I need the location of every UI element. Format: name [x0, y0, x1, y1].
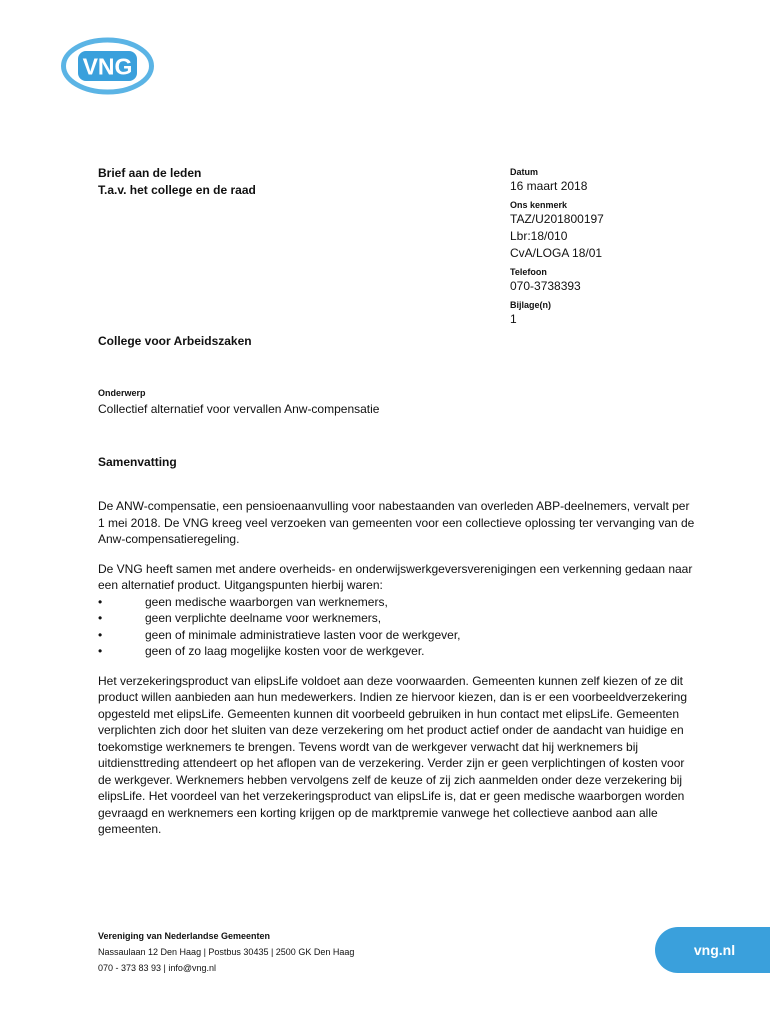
onderwerp-label: Onderwerp — [98, 388, 146, 398]
recipient-line2: T.a.v. het college en de raad — [98, 183, 256, 197]
vng-logo — [60, 37, 155, 95]
kenmerk-value: Lbr:18/010 — [510, 229, 568, 243]
list-item: • geen verplichte deelname voor werknemers, — [98, 610, 698, 627]
letter-body — [98, 498, 698, 838]
website-link[interactable]: vng.nl — [655, 927, 770, 973]
telefoon-value: 070-3738393 — [510, 279, 581, 293]
recipient-line1: Brief aan de leden — [98, 166, 202, 180]
recipient-block — [98, 165, 256, 199]
onderwerp-value: Collectief alternatief voor vervallen Anw-compensatie — [98, 402, 380, 416]
footer-org: Vereniging van Nederlandse Gemeenten — [98, 931, 271, 941]
kenmerk-label: Ons kenmerk — [510, 200, 568, 210]
letter-meta — [510, 166, 710, 328]
datum-label: Datum — [510, 167, 539, 177]
list-item: • geen of minimale administratieve lasten voor de werkgever, — [98, 627, 698, 644]
bijlage-label: Bijlage(n) — [510, 300, 552, 310]
paragraph-3: Het verzekeringsproduct van elipsLife voldoet aan deze voorwaarden. Gemeenten kunnen zelf kiezen of ze dit product willen aanbieden aan hun medewerkers. Indien ze hiervoor kiezen, dan is er een voorbeeldverzekering opgesteld met elipsLife. Gemeenten kunnen dit voorbeeld gebruiken in hun contact met elipsLife. Gemeenten verplichten zich door het sluiten van deze verzekering om het product actief onder de aandacht van huidige en toekomstige werknemers te brengen. Tevens wordt van de werkgever verwacht dat hij werknemers bij uitdiensttreding attendeert op het aflopen van de verzekering. Verder zijn er geen verplichtingen of kosten voor de werkgever. Werknemers hebben vervolgens zelf de keuze of zij zich aanmelden onder deze verzekering bij elipsLife. Het voordeel van het verzekeringsproduct van elipsLife is, dat er geen medische waarborgen worden gevraagd en werknemers een korting krijgen op de marktpremie vanwege het collectieve aanbod aan alle gemeenten. — [98, 673, 688, 836]
paragraph-2: De VNG heeft samen met andere overheids- en onderwijswerkgeversverenigingen een verkenning gedaan naar een alternatief product. Uitgangspunten hierbij waren: — [98, 561, 693, 592]
list-item: • geen medische waarborgen van werknemers, — [98, 594, 698, 611]
footer-address: Nassaulaan 12 Den Haag | Postbus 30435 | 2500 GK Den Haag — [98, 947, 355, 957]
telefoon-label: Telefoon — [510, 267, 547, 277]
bullet-list — [98, 594, 698, 660]
footer-contact: 070 - 373 83 93 | info@vng.nl — [98, 963, 217, 973]
datum-value: 16 maart 2018 — [510, 179, 588, 193]
logo-text: VNG — [82, 53, 133, 80]
section-title: Samenvatting — [98, 455, 177, 469]
footer — [98, 928, 354, 976]
list-item: • geen of zo laag mogelijke kosten voor de werkgever. — [98, 643, 698, 660]
kenmerk-value: CvA/LOGA 18/01 — [510, 246, 603, 260]
paragraph-1: De ANW-compensatie, een pensioenaanvulling voor nabestaanden van overleden ABP-deelnemers, vervalt per 1 mei 2018. De VNG kreeg veel verzoeken van gemeenten voor een collectieve oplossing ter vervanging van de Anw-compensatieregeling. — [98, 499, 695, 546]
sender: College voor Arbeidszaken — [98, 334, 252, 348]
bijlage-value: 1 — [510, 312, 517, 326]
kenmerk-value: TAZ/U201800197 — [510, 212, 604, 226]
